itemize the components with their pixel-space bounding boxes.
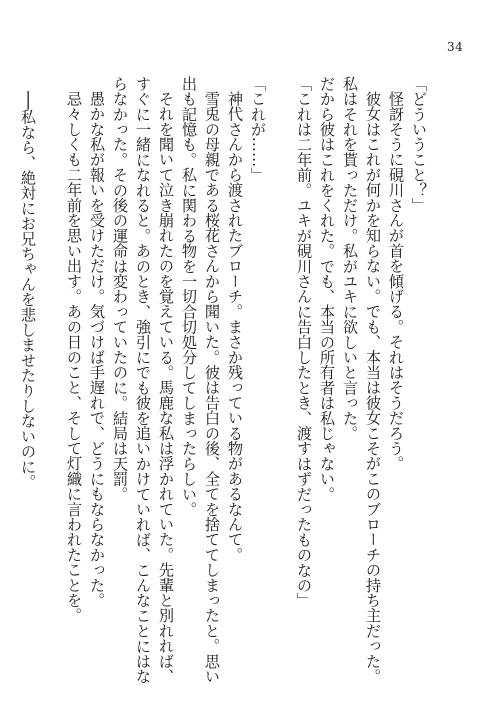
text-line: 忌々しくも二年前を思い出す。あの日のこと、そして灯織に言われたことを。: [65, 91, 83, 624]
text-line: 雪兎の母親である桜花さんから聞いた。彼は告白の後、全てを捨ててしまったと。思い: [203, 91, 221, 684]
text-line: 愚かな私が報いを受けただけ。気づけば手遅れで、どうにもならなかった。: [88, 91, 106, 608]
blank-line: [39, 76, 62, 666]
text-line: 「これが……」: [249, 76, 267, 183]
text-line: らなかった。その後の運命は変わっていたのに。結局は天罰。: [111, 76, 129, 502]
text-line: 私はそれを貰っただけ。私がユキに欲しいと言った。: [341, 76, 359, 441]
text-line: 出も記憶も。私に関わる物を一切合切処分してしまったらしい。: [180, 76, 198, 517]
text-line: 「これは二年前。ユキが硯川さんに告白したとき、渡すはずだったものなの」: [295, 76, 313, 608]
text-line: ──私なら、絶対にお兄ちゃんを悲しませたりしないのに。: [19, 91, 37, 490]
text-line: だから彼はこれをくれた。でも、本当の所有者は私じゃない。: [318, 76, 336, 502]
text-line: 「どういうこと？」: [410, 76, 428, 213]
blank-line: [269, 76, 292, 666]
text-line: すぐに一緒になれると。あのとき、強引にでも彼を追いかけていれば、こんなことにはな: [134, 76, 152, 684]
text-line: 彼女はこれが何かを知らない。でも、本当は彼女こそがこのブローチの持ち主だった。: [364, 91, 382, 684]
text-line: それを聞いて泣き崩れたのを覚えている。馬鹿な私は浮かれていた。先輩と別れれば、: [157, 91, 175, 684]
text-line: 怪訝そうに硯川さんが首を傾げる。それはそうだろう。: [387, 91, 405, 472]
text-line: 神代さんから渡されたブローチ。まさか残っている物があるなんて。: [226, 91, 244, 563]
vertical-text-body: [19, 76, 430, 684]
page-number: 34: [447, 40, 464, 54]
